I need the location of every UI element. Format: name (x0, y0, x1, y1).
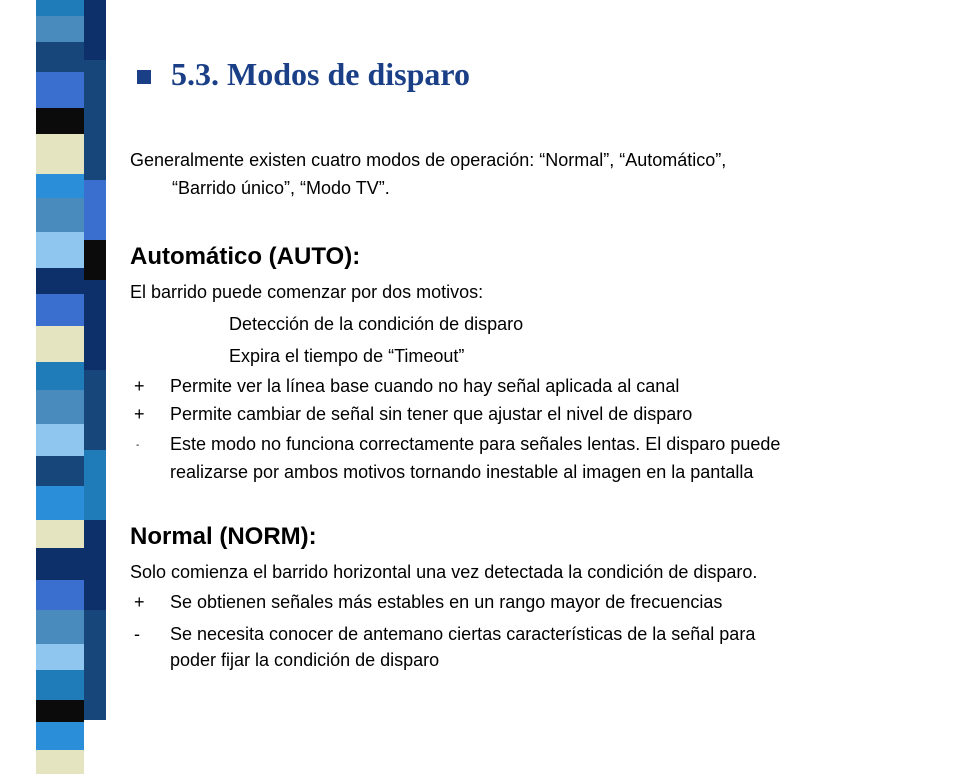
auto-con-line-1: Este modo no funciona correctamente para señales lentas. El disparo puede (170, 434, 781, 454)
stripe-block (36, 750, 84, 774)
slide-title (137, 56, 470, 93)
stripe-block (36, 644, 84, 670)
norm-con-line-1: Se necesita conocer de antemano ciertas características de la señal para (170, 624, 756, 644)
stripe-block (84, 450, 106, 520)
auto-reason-1: Detección de la condición de disparo (229, 314, 524, 334)
stripe-block (84, 370, 106, 450)
auto-pro-1: Permite ver la línea base cuando no hay señal aplicada al canal (170, 376, 680, 396)
auto-con-line-2: realizarse por ambos motivos tornando inestable al imagen en la pantalla (170, 462, 754, 482)
stripe-block (36, 580, 84, 610)
norm-con-line-2: poder fijar la condición de disparo (170, 650, 440, 670)
stripe-block (36, 390, 84, 424)
stripe-block (36, 16, 84, 42)
stripe-block (36, 108, 84, 134)
stripe-block (36, 700, 84, 722)
stripe-block (36, 424, 84, 456)
intro-line-2: “Barrido único”, “Modo TV”. (172, 178, 390, 198)
decorative-stripe (0, 0, 106, 720)
stripe-block (84, 280, 106, 370)
stripe-block (84, 60, 106, 180)
stripe-block (36, 722, 84, 750)
stripe-block (36, 174, 84, 198)
auto-heading: Automático (AUTO): (130, 243, 361, 270)
norm-description: Solo comienza el barrido horizontal una vez detectada la condición de disparo. (130, 562, 758, 582)
square-bullet-icon (137, 70, 151, 84)
stripe-block (36, 232, 84, 268)
stripe-block (84, 0, 106, 60)
bullet-marker-minus: - (136, 440, 140, 451)
auto-description: El barrido puede comenzar por dos motivos: (130, 282, 484, 302)
norm-pro-1: Se obtienen señales más estables en un rango mayor de frecuencias (170, 592, 723, 612)
intro-line-1: Generalmente existen cuatro modos de operación: “Normal”, “Automático”, (130, 150, 727, 170)
stripe-block (36, 486, 84, 520)
stripe-block (36, 294, 84, 326)
stripe-block (36, 520, 84, 548)
stripe-block (36, 326, 84, 362)
stripe-block (36, 42, 84, 72)
stripe-block (36, 134, 84, 174)
stripe-block (84, 180, 106, 240)
bullet-marker-plus: + (134, 376, 145, 396)
bullet-marker-plus: + (134, 404, 145, 424)
auto-pro-2: Permite cambiar de señal sin tener que ajustar el nivel de disparo (170, 404, 693, 424)
stripe-block (36, 548, 84, 580)
slide-title-text: 5.3. Modos de disparo (171, 56, 471, 92)
stripe-block (36, 198, 84, 232)
stripe-block (84, 240, 106, 280)
stripe-block (36, 72, 84, 108)
bullet-marker-plus: + (134, 592, 145, 612)
stripe-block (84, 610, 106, 720)
stripe-block (36, 268, 84, 294)
stripe-block (36, 670, 84, 700)
stripe-block (36, 362, 84, 390)
stripe-block (36, 456, 84, 486)
bullet-marker-minus: - (134, 624, 140, 644)
stripe-block (36, 0, 84, 16)
norm-heading: Normal (NORM): (130, 523, 317, 550)
stripe-block (84, 520, 106, 610)
stripe-block (36, 610, 84, 644)
auto-reason-2: Expira el tiempo de “Timeout” (229, 346, 465, 366)
